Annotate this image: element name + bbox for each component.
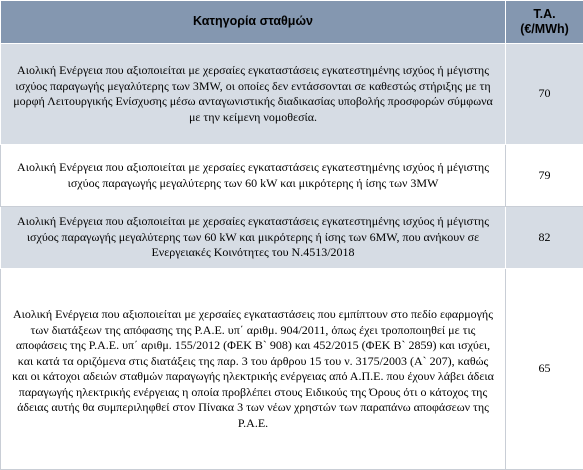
row-value: 79: [506, 145, 583, 207]
header-tariff-line1: Τ.Α.: [533, 7, 555, 21]
row-description: Αιολική Ενέργεια που αξιοποιείται με χερσαίες εγκαταστάσεις εγκατεστημένης ισχύος ή μέγιστης ισχύος παραγωγής μεγαλύτερης των 60 kW και μικρότερης ή ίσης των 3MW: [1, 145, 506, 207]
table-row: [1, 207, 583, 269]
table-row: [1, 269, 583, 470]
row-value: 65: [506, 269, 583, 470]
row-value: 82: [506, 207, 583, 269]
row-description: Αιολική Ενέργεια που αξιοποιείται με χερσαίες εγκαταστάσεις εγκατεστημένης ισχύος ή μέγιστης ισχύος παραγωγής μεγαλύτερης των 3MW, οι οποίες δεν εντάσσονται σε καθεστώς στήριξης με τη μορφή Λειτουργικής Ενίσχυσης μέσω ανταγωνιστικής διαδικασίας υποβολής προσφορών σύμφωνα με την κείμενη νομοθεσία.: [1, 44, 506, 145]
header-tariff-line2: (€/MWh): [520, 22, 569, 36]
header-category: Κατηγορία σταθμών: [1, 1, 506, 44]
header-tariff: [506, 1, 583, 44]
table-row: [1, 145, 583, 207]
row-value: 70: [506, 44, 583, 145]
row-description: Αιολική Ενέργεια που αξιοποιείται με χερσαίες εγκαταστάσεις εγκατεστημένης ισχύος ή μέγιστης ισχύος παραγωγής μεγαλύτερης των 60 kW και μικρότερης ή ίσης των 6MW, που ανήκουν σε Ενεργειακές Κοινότητες του Ν.4513/2018: [1, 207, 506, 269]
table-header: [1, 1, 583, 44]
row-description: Αιολική Ενέργεια που αξιοποιείται με χερσαίες εγκαταστάσεις που εμπίπτουν στο πεδίο εφαρμογής των διατάξεων της απόφασης της Ρ.Α.Ε. υπ΄ αριθμ. 904/2011, όπως έχει τροποποιηθεί με τις αποφάσεις της Ρ.Α.Ε. υπ΄ αριθμ. 155/2012 (ΦΕΚ Β` 908) και 452/2015 (ΦΕΚ Β` 2859) και ισχύει, και κατά τα οριζόμενα στις διατάξεις της παρ. 3 του άρθρου 15 του ν. 3175/2003 (Α` 207), καθώς και οι κάτοχοι αδειών σταθμών παραγωγής ηλεκτρικής ενέργειας από Α.Π.Ε. που έχουν λάβει άδεια παραγωγής ηλεκτρικής ενέργειας η οποία προβλέπει στους Ειδικούς της Όρους ότι ο κάτοχος της άδειας αυτής θα συμπεριληφθεί στον Πίνακα 3 των νέων χρηστών των παραπάνω αποφάσεων της Ρ.Α.Ε.: [1, 269, 506, 470]
table-row: [1, 44, 583, 145]
